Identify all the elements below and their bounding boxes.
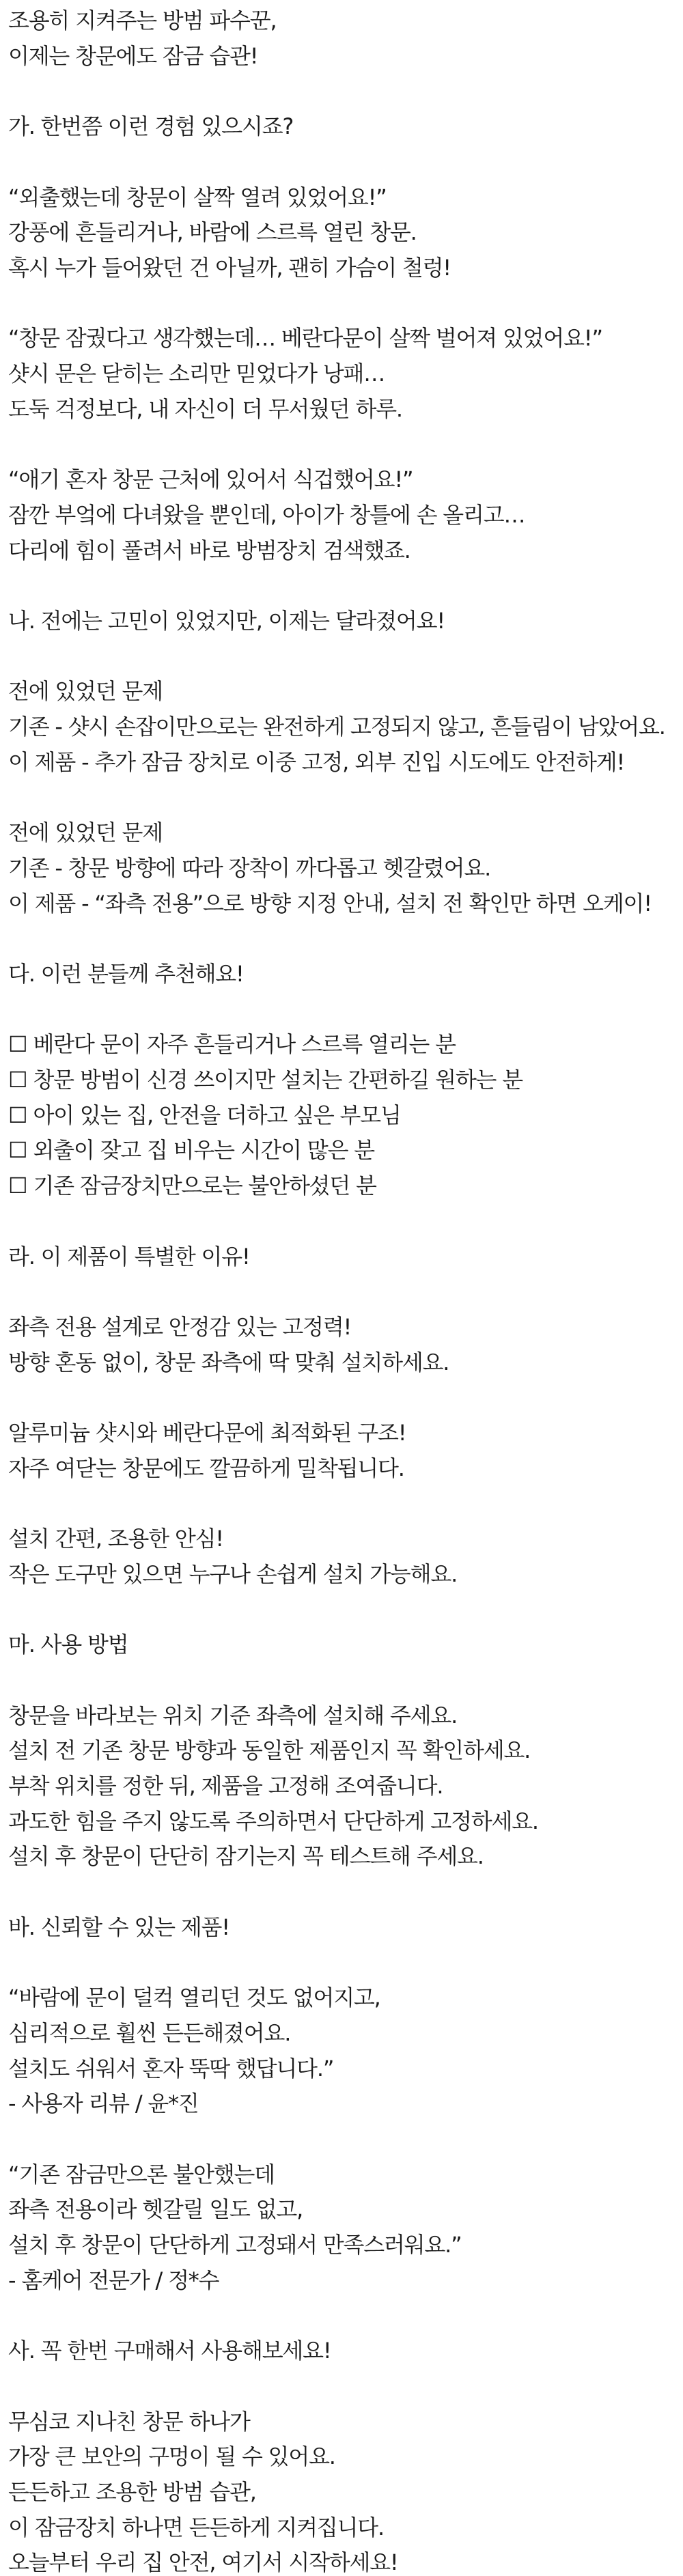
text-line: 잠깐 부엌에 다녀왔을 뿐인데, 아이가 창틀에 손 올리고… [8, 502, 525, 528]
text-line: 다리에 힘이 풀려서 바로 방범장치 검색했죠. [8, 537, 410, 563]
quote-line: “기존 잠금만으론 불안했는데 [8, 2161, 275, 2187]
text-line: 도둑 걱정보다, 내 자신이 더 무서웠던 하루. [8, 396, 402, 422]
checklist-item: ☐ 아이 있는 집, 안전을 더하고 싶은 부모님 [8, 1102, 401, 1128]
text-line: 전에 있었던 문제 [8, 678, 163, 704]
quote-line: “바람에 문이 덜컥 열리던 것도 없어지고, [8, 1985, 380, 2011]
text-line: 든든하고 조용한 방범 습관, [8, 2479, 256, 2505]
text-line: 강풍에 흔들리거나, 바람에 스르륵 열린 창문. [8, 219, 417, 245]
section-heading: 사. 꼭 한번 구매해서 사용해보세요! [8, 2338, 331, 2364]
text-line: 이 제품 - 추가 잠금 장치로 이중 고정, 외부 진입 시도에도 안전하게! [8, 749, 625, 775]
quote-attribution: - 홈케어 전문가 / 정*수 [8, 2267, 219, 2293]
section-heading: 마. 사용 방법 [8, 1632, 128, 1657]
text-line: 과도한 힘을 주지 않도록 주의하면서 단단하게 고정하세요. [8, 1808, 538, 1834]
quote-line: “외출했는데 창문이 살짝 열려 있었어요!” [8, 184, 387, 210]
text-line: 설치 전 기존 창문 방향과 동일한 제품인지 꼭 확인하세요. [8, 1737, 531, 1763]
text-line: 오늘부터 우리 집 안전, 여기서 시작하세요! [8, 2549, 398, 2575]
text-line: 좌측 전용 설계로 안정감 있는 고정력! [8, 1314, 352, 1340]
section-heading: 나. 전에는 고민이 있었지만, 이제는 달라졌어요! [8, 608, 445, 634]
text-line: 이 제품 - “좌측 전용”으로 방향 지정 안내, 설치 전 확인만 하면 오케이! [8, 891, 652, 916]
quote-line: “창문 잠궜다고 생각했는데… 베란다문이 살짝 벌어져 있었어요!” [8, 325, 602, 351]
text-line: 전에 있었던 문제 [8, 820, 163, 845]
section-heading: 다. 이런 분들께 추천해요! [8, 961, 244, 987]
text-line: 창문을 바라보는 위치 기준 좌측에 설치해 주세요. [8, 1703, 458, 1728]
text-line: 작은 도구만 있으면 누구나 손쉽게 설치 가능해요. [8, 1561, 458, 1587]
text-line: 혹시 누가 들어왔던 건 아닐까, 괜히 가슴이 철렁! [8, 255, 451, 281]
text-line: 부착 위치를 정한 뒤, 제품을 고정해 조여줍니다. [8, 1773, 443, 1799]
checklist-item: ☐ 기존 잠금장치만으로는 불안하셨던 분 [8, 1173, 376, 1199]
text-line: 설치도 쉬워서 혼자 뚝딱 했답니다.” [8, 2056, 334, 2082]
text-line: 샷시 문은 닫히는 소리만 믿었다가 낭패… [8, 361, 385, 387]
text-line: 기존 - 창문 방향에 따라 장착이 까다롭고 헷갈렸어요. [8, 855, 491, 881]
checklist-item: ☐ 외출이 잦고 집 비우는 시간이 많은 분 [8, 1137, 374, 1163]
text-line: 무심코 지나친 창문 하나가 [8, 2409, 250, 2435]
text-line: 좌측 전용이라 헷갈릴 일도 없고, [8, 2196, 303, 2222]
text-line: 방향 혼동 없이, 창문 좌측에 딱 맞춰 설치하세요. [8, 1349, 449, 1375]
quote-line: “애기 혼자 창문 근처에 있어서 식겁했어요!” [8, 466, 413, 492]
section-heading: 바. 신뢰할 수 있는 제품! [8, 1914, 229, 1940]
text-line: 가장 큰 보안의 구멍이 될 수 있어요. [8, 2444, 335, 2469]
section-heading: 라. 이 제품이 특별한 이유! [8, 1244, 250, 1270]
text-line: 설치 간편, 조용한 안심! [8, 1526, 223, 1552]
text-line: 심리적으로 훨씬 든든해졌어요. [8, 2020, 291, 2046]
checklist-item: ☐ 창문 방범이 신경 쓰이지만 설치는 간편하길 원하는 분 [8, 1067, 522, 1093]
text-line: 설치 후 창문이 단단히 잠기는지 꼭 테스트해 주세요. [8, 1843, 484, 1869]
text-line: 기존 - 샷시 손잡이만으로는 완전하게 고정되지 않고, 흔들림이 남았어요. [8, 714, 665, 740]
text-line: 설치 후 창문이 단단하게 고정돼서 만족스러워요.” [8, 2232, 462, 2258]
quote-attribution: - 사용자 리뷰 / 윤*진 [8, 2090, 199, 2116]
text-line: 이제는 창문에도 잠금 습관! [8, 43, 258, 69]
section-heading: 가. 한번쯤 이런 경험 있으시죠? [8, 113, 294, 139]
checklist-item: ☐ 베란다 문이 자주 흔들리거나 스르륵 열리는 분 [8, 1031, 456, 1057]
text-line: 조용히 지켜주는 방범 파수꾼, [8, 8, 277, 33]
text-line: 알루미늄 샷시와 베란다문에 최적화된 구조! [8, 1420, 406, 1446]
text-line: 이 잠금장치 하나면 든든하게 지켜집니다. [8, 2515, 384, 2540]
text-line: 자주 여닫는 창문에도 깔끔하게 밀착됩니다. [8, 1455, 404, 1481]
